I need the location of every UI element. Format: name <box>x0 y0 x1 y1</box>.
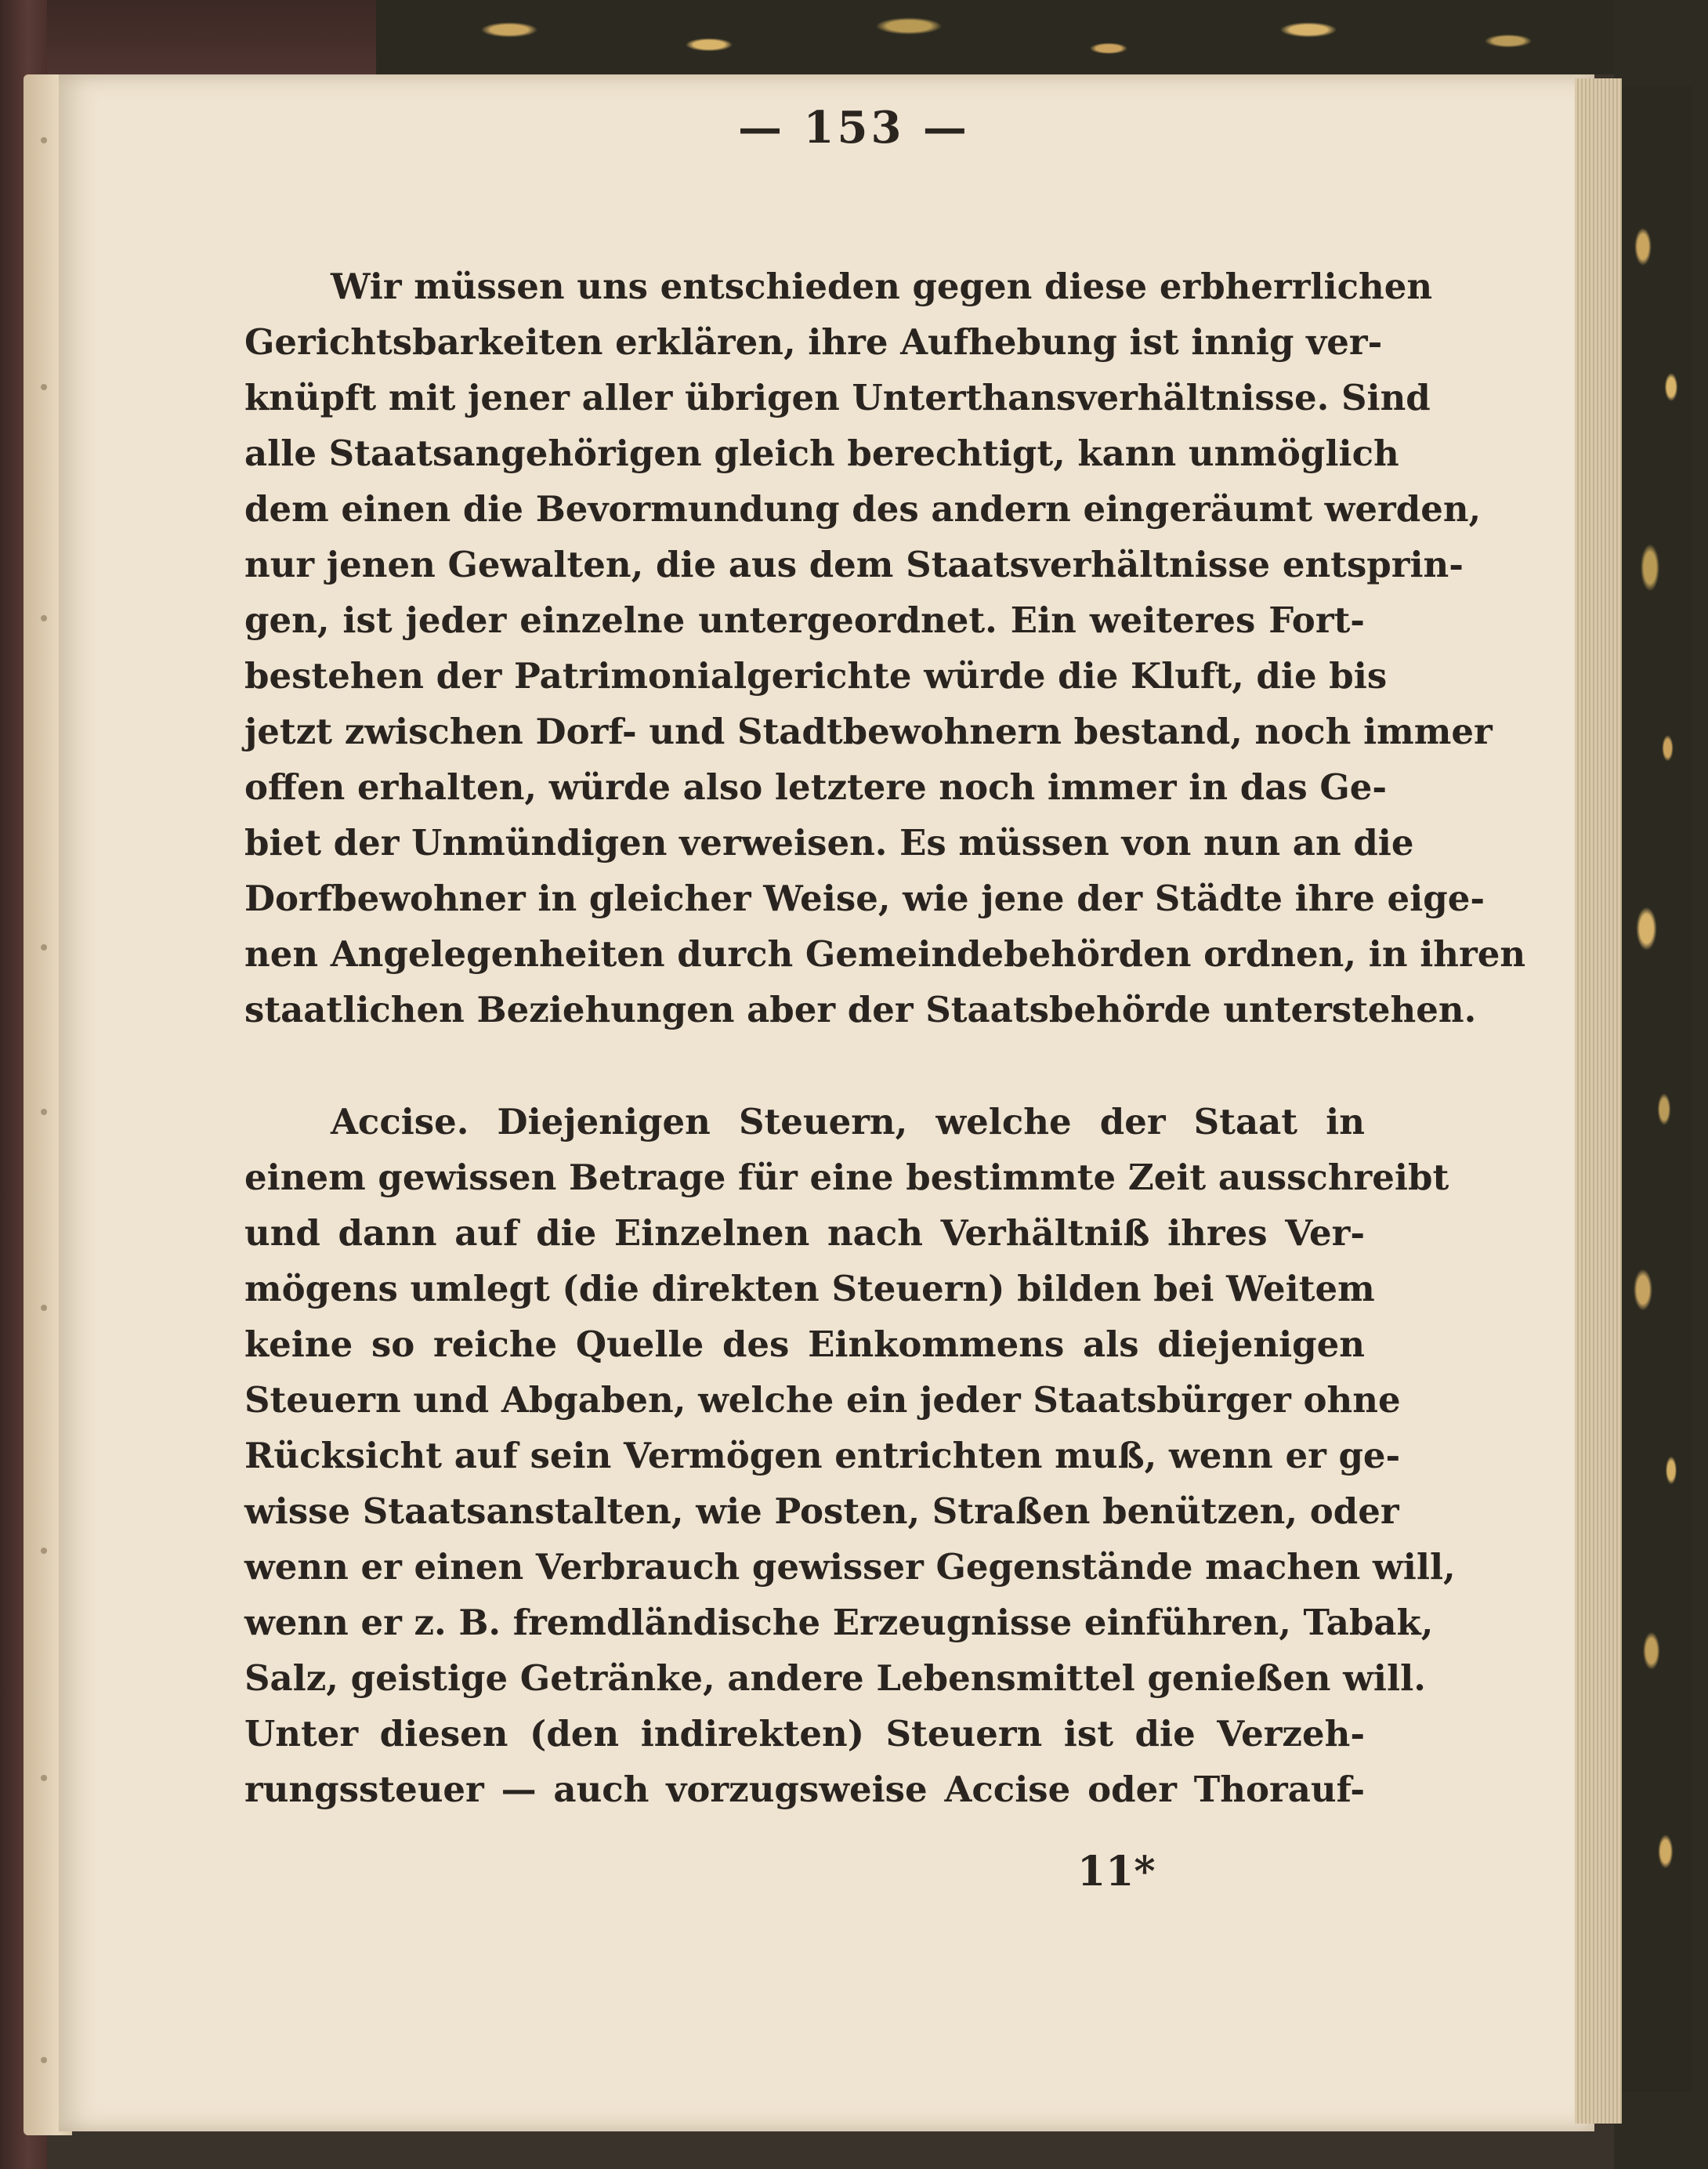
text-line: rungssteuer — auch vorzugsweise Accise oder Thorauf- <box>244 1769 1365 1810</box>
text-line: knüpft mit jener aller übrigen Unterthansverhältnisse. Sind <box>244 377 1431 418</box>
text-line: mögens umlegt (die direkten Steuern) bilden bei Weitem <box>244 1268 1375 1309</box>
text-line: Dorfbewohner in gleicher Weise, wie jene der Städte ihre eige- <box>244 878 1485 919</box>
paragraph-gap <box>244 1037 1365 1094</box>
text-line: Salz, geistige Getränke, andere Lebensmittel genießen will. <box>244 1657 1426 1699</box>
text-line: gen, ist jeder einzelne untergeordnet. Ein weiteres Fort- <box>244 599 1365 641</box>
text-line: Accise. Diejenigen Steuern, welche der Staat in <box>331 1101 1365 1142</box>
stitch-hole <box>41 944 47 951</box>
text-line: Steuern und Abgaben, welche ein jeder Staatsbürger ohne <box>244 1379 1401 1421</box>
text-line: nur jenen Gewalten, die aus dem Staatsverhältnisse entsprin- <box>244 544 1464 585</box>
text-line: Rücksicht auf sein Vermögen entrichten muß, wenn er ge- <box>244 1435 1401 1476</box>
text-line: wisse Staatsanstalten, wie Posten, Straßen benützen, oder <box>244 1490 1399 1532</box>
text-line: bestehen der Patrimonialgerichte würde die Kluft, die bis <box>244 655 1388 697</box>
text-line: Unter diesen (den indirekten) Steuern ist die Verzeh- <box>244 1713 1365 1754</box>
text-line: biet der Unmündigen verweisen. Es müssen von nun an die <box>244 822 1414 864</box>
body-text <box>244 259 1526 1817</box>
paragraph <box>244 1094 1456 1817</box>
text-line: offen erhalten, würde also letztere noch immer in das Ge- <box>244 766 1388 808</box>
text-line: einem gewissen Betrage für eine bestimmte Zeit ausschreibt <box>244 1157 1449 1198</box>
stitch-hole <box>41 1775 47 1781</box>
marbled-board-right <box>1622 86 1692 2092</box>
stitch-hole <box>41 384 47 390</box>
text-line: und dann auf die Einzelnen nach Verhältniß ihres Ver- <box>244 1212 1365 1254</box>
signature-mark: 11* <box>1077 1848 1156 1896</box>
text-line: dem einen die Bevormundung des andern eingeräumt werden, <box>244 488 1482 530</box>
stitch-hole <box>41 1305 47 1311</box>
text-line: keine so reiche Quelle des Einkommens als diejenigen <box>244 1323 1365 1365</box>
text-line: wenn er einen Verbrauch gewisser Gegenstände machen will, <box>244 1546 1456 1588</box>
text-line: nen Angelegenheiten durch Gemeindebehörden ordnen, in ihren <box>244 933 1526 975</box>
text-line: Wir müssen uns entschieden gegen diese erbherrlichen <box>331 266 1433 307</box>
paragraph <box>244 259 1526 1037</box>
text-line: staatlichen Beziehungen aber der Staatsbehörde unterstehen. <box>244 989 1477 1030</box>
stitch-hole <box>41 2057 47 2063</box>
stitch-hole <box>41 1109 47 1115</box>
marbled-board-top <box>376 0 1708 74</box>
stitch-hole <box>41 1548 47 1554</box>
text-line: wenn er z. B. fremdländische Erzeugnisse einführen, Tabak, <box>244 1602 1434 1643</box>
text-line: Gerichtsbarkeiten erklären, ihre Aufhebung ist innig ver- <box>244 321 1383 363</box>
page-fore-edge <box>1575 78 1622 2124</box>
page-number: — 153 — <box>738 102 970 154</box>
text-line: alle Staatsangehörigen gleich berechtigt, kann unmöglich <box>244 433 1399 474</box>
text-line: jetzt zwischen Dorf- und Stadtbewohnern bestand, noch immer <box>244 711 1493 752</box>
stitch-hole <box>41 615 47 621</box>
